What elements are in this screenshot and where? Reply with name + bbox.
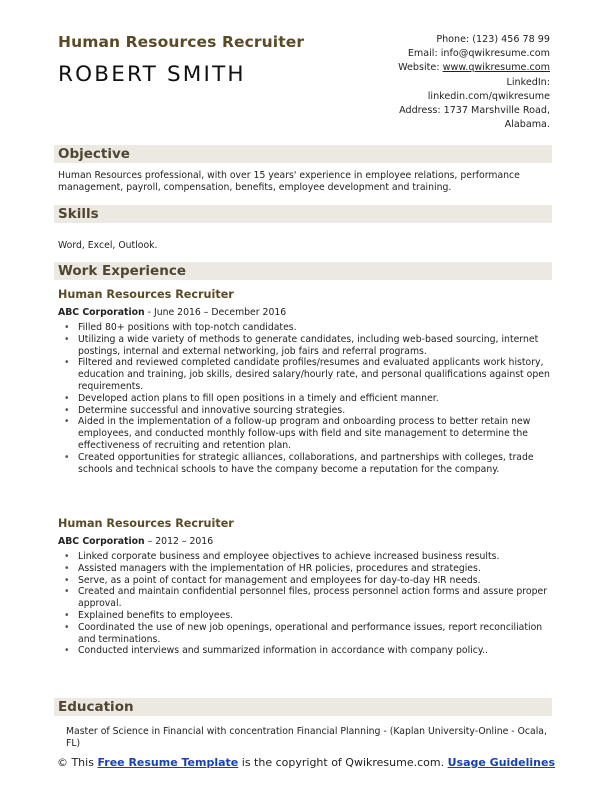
job-1-dates: - June 2016 – December 2016 (144, 307, 287, 318)
copyright-footer (0, 756, 612, 770)
website-label: Website: (398, 62, 443, 74)
contact-phone: Phone: (123) 456 78 99 (436, 34, 550, 45)
education-section-header (54, 698, 552, 716)
job-1-bullets (58, 322, 552, 475)
resume-job-title: Human Resources Recruiter (58, 33, 305, 51)
list-item: • Serve, as a point of contact for management and employees for day-to-day HR needs. (58, 575, 552, 587)
contact-linkedin-url: linkedin.com/qwikresume (427, 90, 550, 102)
footer-middle: is the copyright of Qwikresume.com. (238, 756, 448, 769)
job-1-company: ABC Corporation (58, 307, 145, 318)
job-2-dates: – 2012 – 2016 (144, 536, 214, 547)
objective-section-header (54, 145, 552, 163)
skills-heading: Skills (58, 206, 99, 222)
work-heading: Work Experience (58, 263, 186, 279)
usage-guidelines-link[interactable]: Usage Guidelines (447, 756, 556, 769)
list-item: • Created opportunities for strategic alliances, collaborations, and partnerships with colleges, trade schools and technical schools to have the company become a reputation for the company. (58, 452, 552, 476)
objective-heading: Objective (58, 146, 130, 162)
work-section-header (54, 262, 552, 280)
job-2-company: ABC Corporation (58, 536, 145, 547)
objective-text: Human Resources professional, with over 15 years' experience in employee relations, performance management, payroll, compensation, benefits, employee development and training. (58, 170, 520, 193)
list-item: • Developed action plans to fill open positions in a timely and efficient manner. (58, 393, 552, 405)
list-item: • Aided in the implementation of a follow-up program and onboarding process to better retain new employees, and conducted monthly follow-ups with field and site management to determine the effectiveness of recruiting and retention plan. (58, 416, 552, 451)
list-item: • Created and maintain confidential personnel files, process personnel action forms and assure proper approval. (58, 586, 552, 610)
list-item: • Determine successful and innovative sourcing strategies. (58, 405, 552, 417)
job-1-company-line (58, 307, 286, 318)
footer-prefix: © This (56, 756, 98, 769)
job-1-title: Human Resources Recruiter (58, 288, 234, 301)
list-item: • Filled 80+ positions with top-notch candidates. (58, 322, 552, 334)
contact-block (290, 33, 550, 132)
free-resume-template-link[interactable]: Free Resume Template (97, 756, 239, 769)
website-link[interactable]: www.qwikresume.com (442, 62, 550, 74)
skills-text: Word, Excel, Outlook. (58, 240, 158, 251)
job-2-bullets (58, 551, 552, 657)
contact-linkedin-label: LinkedIn: (506, 76, 550, 88)
skills-section-header (54, 205, 552, 223)
education-text: Master of Science in Financial with concentration Financial Planning - (Kaplan University-Online - Ocala, FL) (66, 726, 547, 749)
list-item: • Coordinated the use of new job openings, operational and performance issues, report reconciliation and terminations. (58, 622, 552, 646)
list-item: • Explained benefits to employees. (58, 610, 552, 622)
job-2-company-line (58, 536, 213, 547)
contact-website (290, 61, 550, 75)
job-2-title: Human Resources Recruiter (58, 517, 234, 530)
education-heading: Education (58, 699, 134, 715)
contact-email: Email: info@qwikresume.com (407, 48, 550, 60)
candidate-name: ROBERT SMITH (58, 62, 246, 87)
list-item: • Conducted interviews and summarized information in accordance with company policy.. (58, 645, 552, 657)
list-item: • Assisted managers with the implementation of HR policies, procedures and strategies. (58, 563, 552, 575)
list-item: • Filtered and reviewed completed candidate profiles/resumes and evaluated applicants work history, education and training, job skills, desired salary/hourly rate, and personal qualifications against open requirements. (58, 357, 552, 392)
list-item: • Utilizing a wide variety of methods to generate candidates, including web-based sourcing, internet postings, internal and external networking, job fairs and referral programs. (58, 334, 552, 358)
list-item: • Linked corporate business and employee objectives to achieve increased business results. (58, 551, 552, 563)
contact-address-1: Address: 1737 Marshville Road, (399, 105, 550, 117)
contact-address-2: Alabama. (504, 119, 550, 131)
